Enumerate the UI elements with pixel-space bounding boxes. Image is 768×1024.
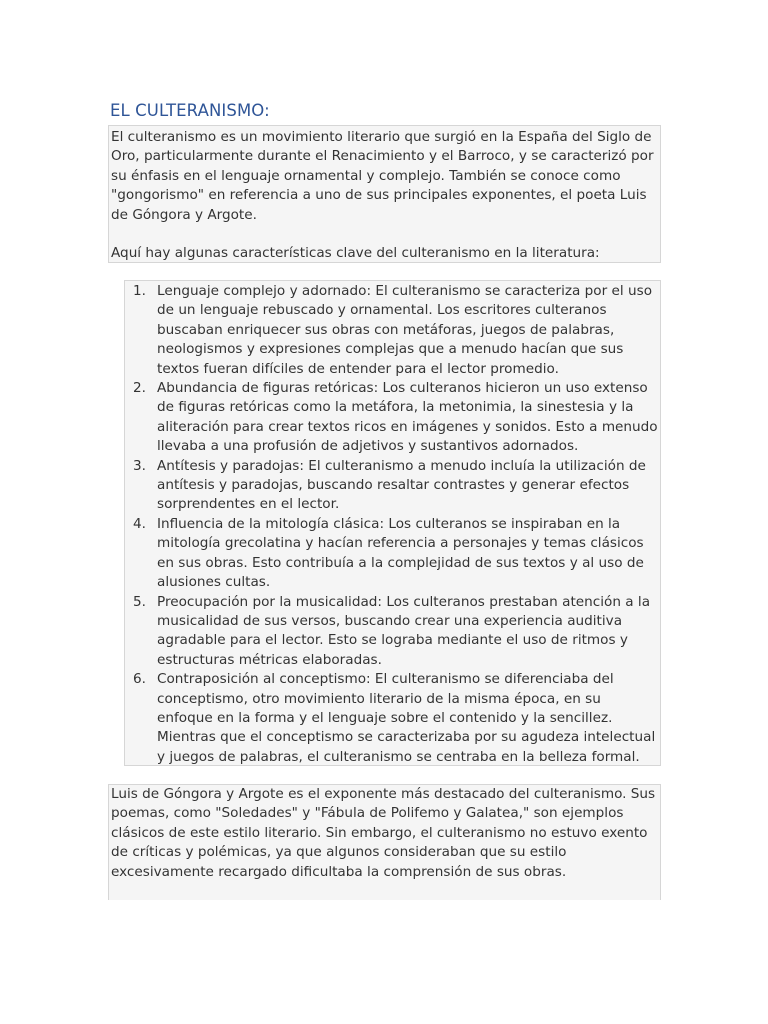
intro-lead-in: Aquí hay algunas características clave del culteranismo en la literatura:: [111, 245, 600, 262]
list-item-text: Antítesis y paradojas: El culteranismo a menudo incluía la utilización de antítesis y paradojas, buscando resaltar contrastes y generar efectos sorprendentes en el lector.: [157, 457, 646, 513]
list-item-text: Influencia de la mitología clásica: Los culteranos se inspiraban en la mitología grecolatina y hacían referencia a personajes y temas clásicos en sus obras. Esto contribuía a la complejidad de sus textos y al uso de alusiones cultas.: [157, 515, 644, 591]
list-item-number: 4.: [133, 515, 146, 532]
intro-box: [108, 125, 661, 263]
list-item-number: 3.: [133, 457, 146, 474]
list-item-text: Preocupación por la musicalidad: Los culteranos prestaban atención a la musicalidad de sus versos, buscando crear una experiencia auditiva agradable para el lector. Esto se lograba mediante el uso de ritmos y estructuras métricas elaboradas.: [157, 593, 651, 668]
characteristics-box: [124, 280, 661, 766]
list-item-number: 2.: [133, 380, 146, 397]
list-item: [129, 379, 658, 457]
list-item-number: 5.: [133, 593, 146, 610]
list-item: [129, 670, 658, 767]
list-item: [129, 593, 658, 671]
characteristics-list: [129, 282, 658, 767]
list-item-text: Lenguaje complejo y adornado: El culteranismo se caracteriza por el uso de un lenguaje rebuscado y ornamental. Los escritores culteranos buscaban enriquecer sus obras con metáforas, juegos de palabras, neologismos y expresiones complejas que a menudo hacían que sus textos fueran difíciles de entender para el lector promedio.: [157, 283, 653, 377]
list-item: [129, 515, 658, 593]
list-item-number: 6.: [133, 671, 146, 688]
list-item-text: Contraposición al conceptismo: El culteranismo se diferenciaba del conceptismo, otro movimiento literario de la misma época, en su enfoque en la forma y el lenguaje sobre el contenido y la sencillez. Mientras que el conceptismo se caracterizaba por su agudeza intelectual y juegos de palabras, el culteranismo se centraba en la belleza formal.: [157, 671, 656, 765]
conclusion-paragraph: Luis de Góngora y Argote es el exponente más destacado del culteranismo. Sus poemas, como "Soledades" y "Fábula de Polifemo y Galatea," son ejemplos clásicos de este estilo literario. Sin embargo, el culteranismo no estuvo exento de críticas y polémicas, ya que algunos consideraban que su estilo excesivamente recargado dificultaba la comprensión de sus obras.: [111, 786, 656, 880]
list-item-number: 1.: [133, 283, 146, 299]
list-item-text: Abundancia de figuras retóricas: Los culteranos hicieron un uso extenso de figuras retóricas como la metáfora, la metonimia, la sinestesia y la aliteración para crear textos ricos en imágenes y sonidos. Esto a menudo llevaba a una profusión de adjetivos y sustantivos adornados.: [157, 380, 658, 455]
list-item: [129, 457, 658, 515]
conclusion-box: [108, 784, 661, 900]
list-item: [129, 282, 658, 379]
document-heading: EL CULTERANISMO:: [110, 101, 270, 120]
intro-paragraph: El culteranismo es un movimiento literario que surgió en la España del Siglo de Oro, particularmente durante el Renacimiento y el Barroco, y se caracterizó por su énfasis en el lenguaje ornamental y complejo. También se conoce como "gongorismo" en referencia a uno de sus principales exponentes, el poeta Luis de Góngora y Argote.: [111, 129, 654, 223]
